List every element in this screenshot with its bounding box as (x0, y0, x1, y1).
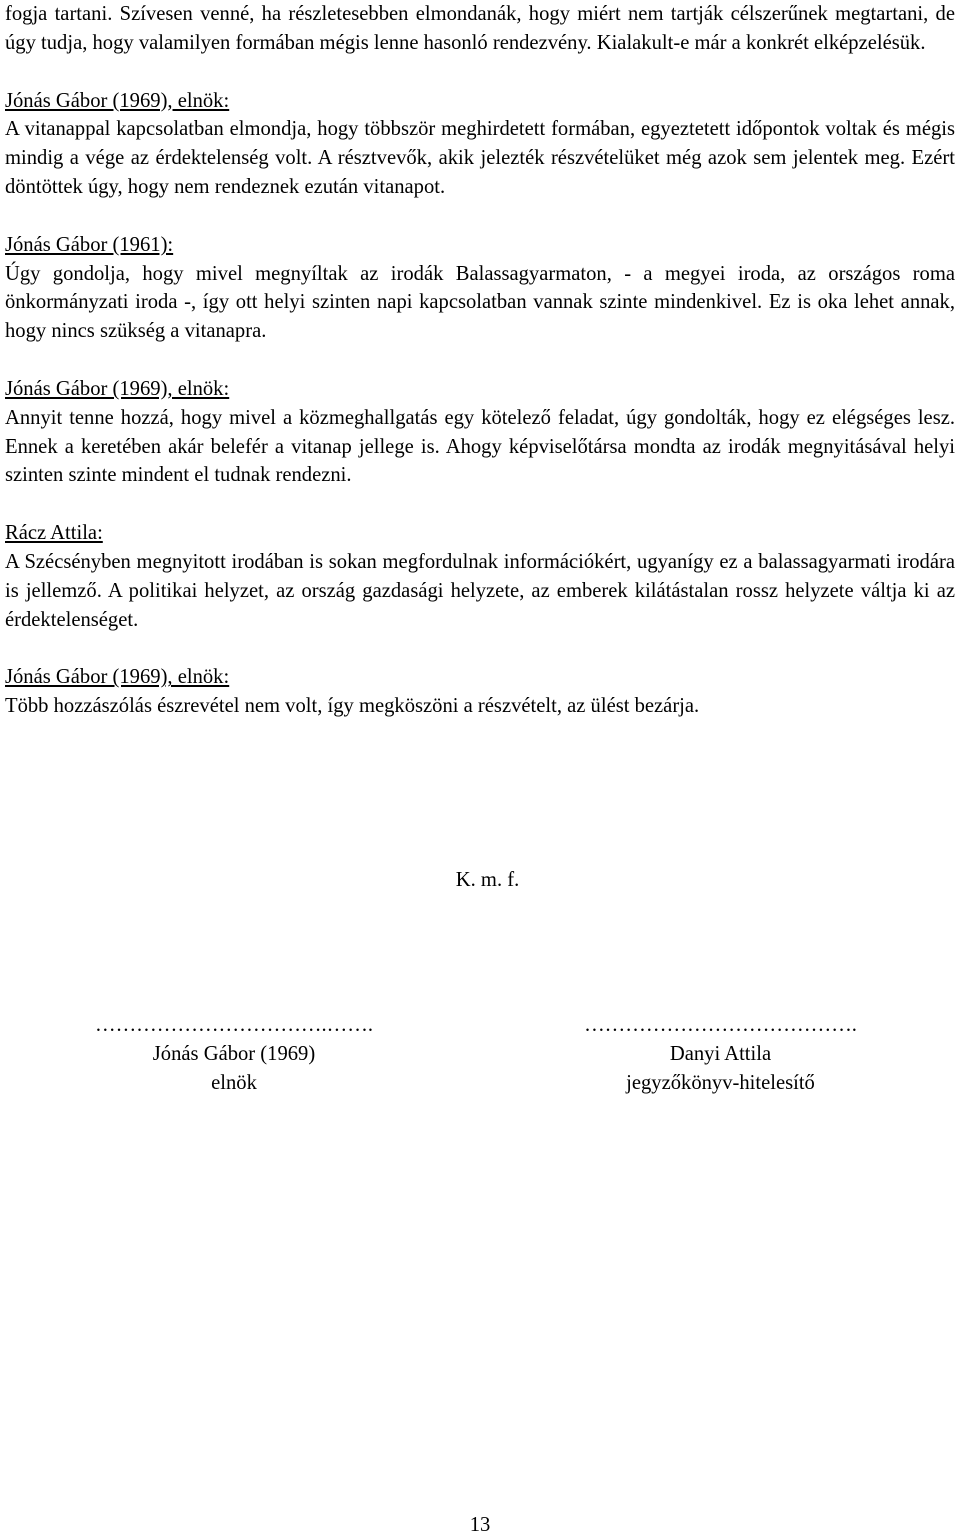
spacer (5, 202, 955, 231)
signatory-name: Jónás Gábor (1969) (152, 1043, 316, 1065)
entry-text: Annyit tenne hozzá, hogy mivel a közmeghallgatás egy kötelező feladat, úgy gondolták, hogy ez elégséges lesz. Ennek a keretében akár belefér a vitanap jellege is. Ahogy képviselőtársa mondta az irodák megnyitásával helyi szinten szinte mindent el tudnak rendezni. (5, 406, 955, 487)
signature-line: …………………………….……. (94, 1014, 373, 1036)
entry-text: A vitanappal kapcsolatban elmondja, hogy többször meghirdetett formában, egyeztetett időpontok voltak és mégis mindig a vége az érdektelenség volt. A résztvevők, akik jelezték részvételüket még azok sem jelentek meg. Ezért döntöttek úgy, hogy nem rendeznek ezután vitanapot. (5, 118, 955, 198)
entry-text: A Szécsényben megnyitott irodában is sokan megfordulnak információkért, ugyanígy ez a balassagyarmati irodára is jellemző. A politikai helyzet, az ország gazdasági helyzete, az emberek kilátástalan rossz helyzete váltja ki az érdektelenséget. (5, 550, 955, 631)
closing-text: K. m. f. (455, 869, 520, 891)
closing-formula (0, 866, 960, 895)
signatory-role: elnök (211, 1072, 257, 1094)
entry-5 (5, 663, 955, 721)
spacer (5, 634, 955, 663)
spacer (5, 58, 955, 87)
speaker-label: Jónás Gábor (1969), elnök: (5, 89, 230, 112)
speaker-label: Rácz Attila: (5, 522, 103, 545)
speaker-label: Jónás Gábor (1969), elnök: (5, 377, 230, 400)
intro-paragraph: fogja tartani. Szívesen venné, ha részletesebben elmondanák, hogy miért nem tartják célszerűnek megtartani, de úgy tudja, hogy valamilyen formában mégis lenne hasonló rendezvény. Kialakult-e már a konkrét elképzelésük. (5, 3, 955, 54)
speaker-label: Jónás Gábor (1969), elnök: (5, 666, 230, 689)
document-page (5, 0, 955, 721)
signature-right (548, 1011, 893, 1098)
entry-1 (5, 87, 955, 202)
signature-left (64, 1011, 404, 1098)
entry-2 (5, 231, 955, 346)
speaker-label: Jónás Gábor (1961): (5, 233, 174, 256)
signature-line: …………………………………. (584, 1014, 857, 1036)
page-number: 13 (469, 1514, 491, 1536)
entry-4 (5, 519, 955, 634)
entry-text: Úgy gondolja, hogy mivel megnyíltak az irodák Balassagyarmaton, - a megyei iroda, az országos roma önkormányzati iroda -, így ott helyi szinten napi kapcsolatban vannak szinte mindenkivel. Ez is oka lehet annak, hogy nincs szükség a vitanapra. (5, 262, 955, 343)
spacer (5, 490, 955, 519)
signatory-name: Danyi Attila (669, 1043, 772, 1065)
entry-text: Több hozzászólás észrevétel nem volt, így megköszöni a részvételt, az ülést bezárja. (5, 695, 700, 718)
spacer (5, 346, 955, 375)
signatory-role: jegyzőkönyv-hitelesítő (626, 1072, 815, 1094)
entry-3 (5, 375, 955, 490)
